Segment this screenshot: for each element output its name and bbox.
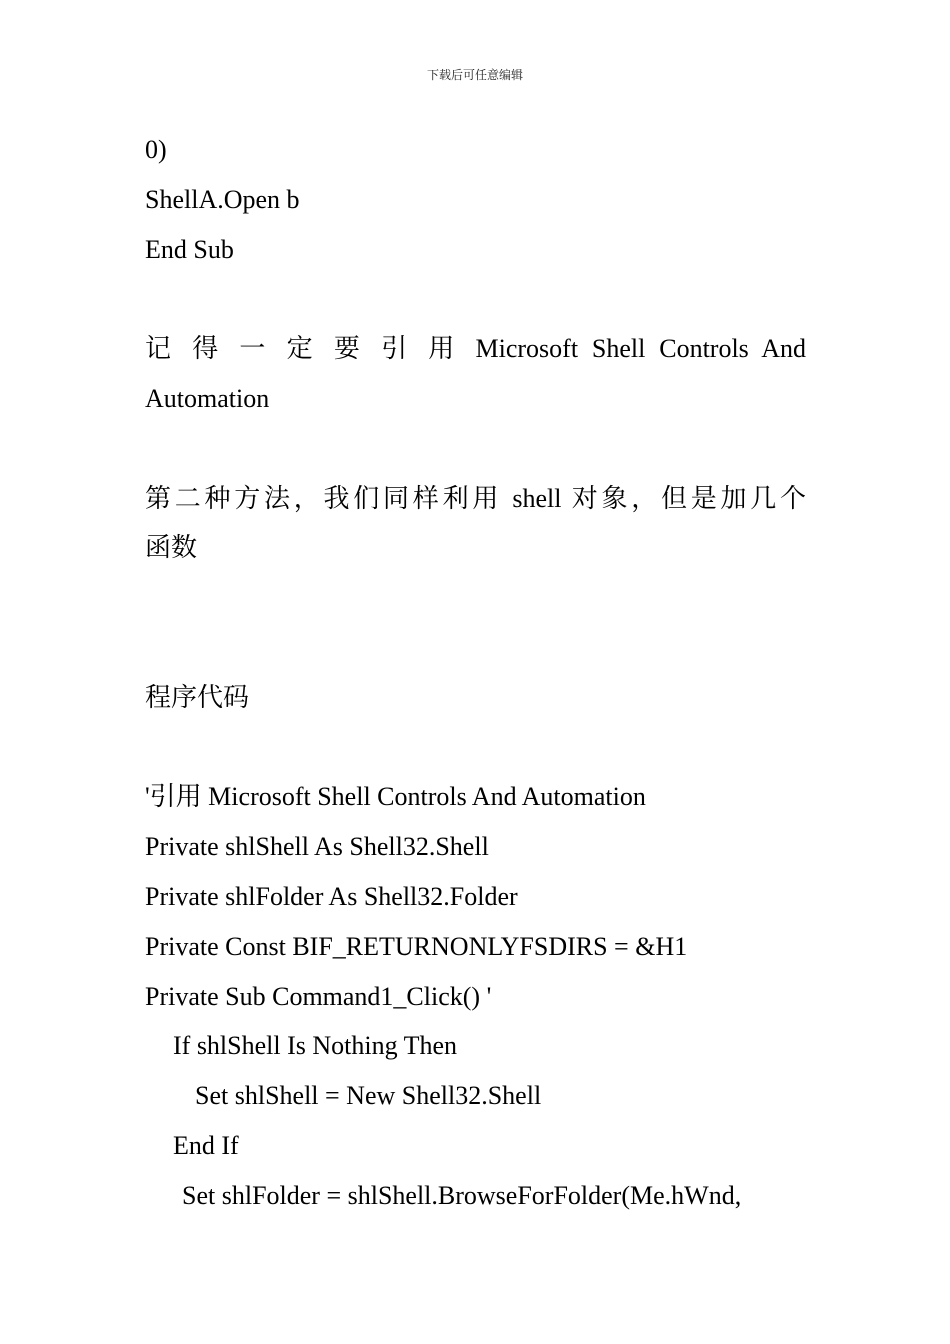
code-line: 0)	[145, 135, 167, 164]
code-line: End If	[173, 1130, 239, 1160]
section-label: 程序代码	[145, 682, 250, 712]
code-line: ShellA.Open b	[145, 184, 300, 214]
code-line: Private shlFolder As Shell32.Folder	[145, 881, 518, 911]
note-line-2: Automation	[145, 383, 270, 413]
code-line: If shlShell Is Nothing Then	[173, 1031, 458, 1061]
code-line: Set shlFolder = shlShell.BrowseForFolder(Me.hWnd,	[182, 1180, 742, 1210]
document-body	[145, 132, 806, 1228]
code-comment-line: '引用 Microsoft Shell Controls And Automation	[145, 782, 646, 812]
page-header: 下载后可任意编辑	[426, 68, 523, 82]
method-line-1: 第二种方法，我们同样利用 shell 对象，但是加几个	[145, 483, 806, 513]
code-line: Set shlShell = New Shell32.Shell	[195, 1081, 542, 1111]
code-line: Private shlShell As Shell32.Shell	[145, 832, 489, 862]
note-line-1: 记 得 一 定 要 引 用 Microsoft Shell Controls And	[145, 334, 806, 364]
method-line-2: 函数	[145, 533, 198, 563]
code-line: Private Const BIF_RETURNONLYFSDIRS = &H1	[145, 931, 688, 961]
code-line: End Sub	[145, 234, 234, 264]
code-line: Private Sub Command1_Click() '	[145, 981, 492, 1011]
